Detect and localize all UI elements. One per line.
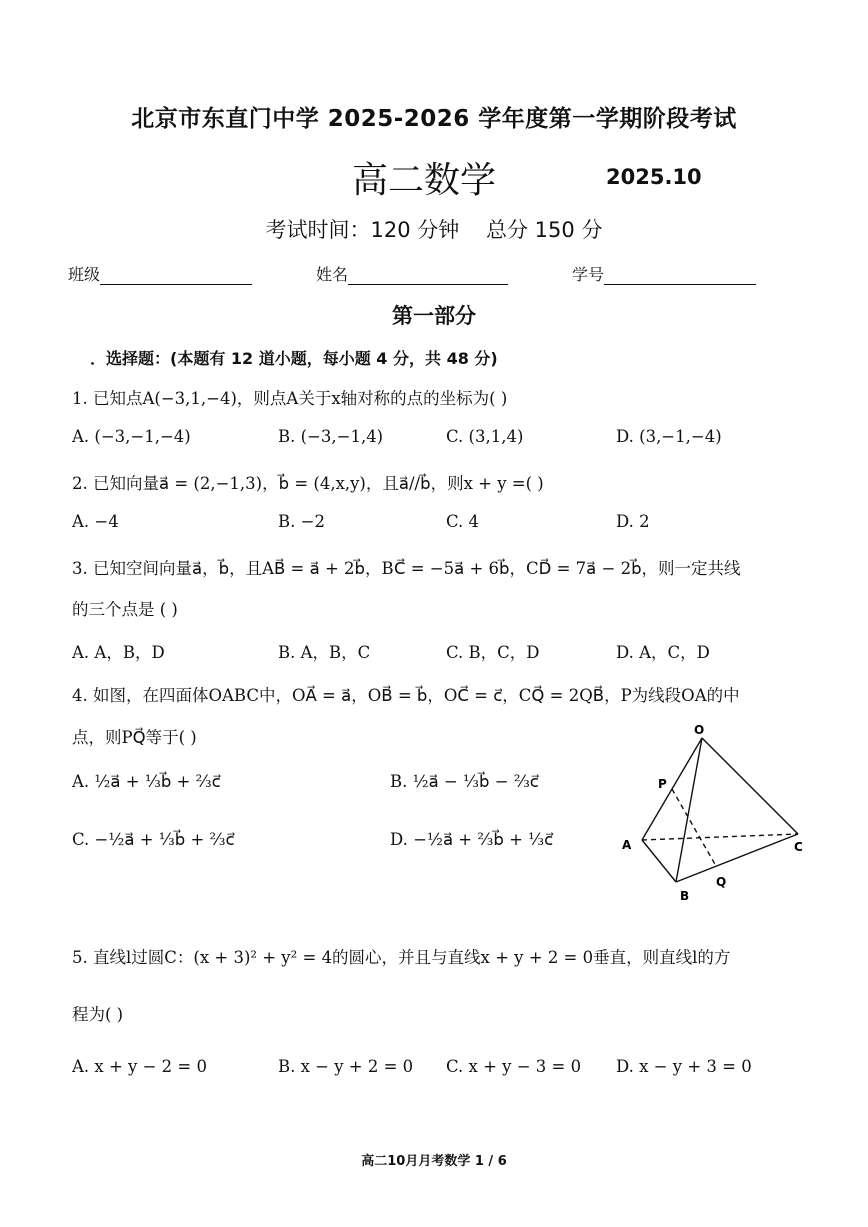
part-title: 第一部分 [392, 304, 476, 328]
subject-title: 高二数学 [352, 160, 497, 201]
vertex-label-o: O [694, 723, 705, 737]
name-blank[interactable] [348, 266, 508, 285]
student-id-label: 学号 [572, 265, 605, 284]
question-5-option-b[interactable]: B. x − y + 2 = 0 [278, 1057, 414, 1076]
class-label: 班级 [68, 265, 101, 284]
tetrahedron-figure [614, 722, 814, 907]
question-1-option-a[interactable]: A. (−3,−1,−4) [72, 427, 191, 446]
section-instruction: ．选择题：(本题有 12 道小题，每小题 4 分，共 48 分) [90, 349, 498, 368]
question-5-option-c[interactable]: C. x + y − 3 = 0 [446, 1057, 582, 1076]
question-3-option-b[interactable]: B. A，B，C [278, 643, 371, 662]
question-1-option-b[interactable]: B. (−3,−1,4) [278, 427, 384, 446]
exam-info: 考试时间：120 分钟 总分 150 分 [265, 218, 603, 242]
edge-bc [676, 834, 798, 882]
student-id-field[interactable] [572, 262, 756, 285]
question-4-option-d[interactable]: D. −½a⃗ + ⅔b⃗ + ⅓c⃗ [390, 830, 554, 849]
class-field[interactable] [68, 262, 252, 285]
edge-ac-hidden [642, 834, 798, 840]
name-field[interactable] [316, 262, 508, 285]
question-5-stem-continued: 程为( ) [72, 1005, 124, 1024]
question-3-stem-continued: 的三个点是 ( ) [72, 600, 178, 619]
question-4-stem-continued: 点，则PQ⃗等于( ) [72, 728, 197, 747]
segment-pq [672, 789, 716, 866]
student-id-blank[interactable] [604, 266, 756, 285]
question-1-stem: 1. 已知点A(−3,1,−4)，则点A关于x轴对称的点的坐标为( ) [72, 389, 508, 408]
name-label: 姓名 [316, 265, 349, 284]
question-4-option-b[interactable]: B. ½a⃗ − ⅓b⃗ − ⅔c⃗ [390, 772, 539, 791]
edge-oc [702, 738, 798, 834]
question-4-option-a[interactable]: A. ½a⃗ + ⅓b⃗ + ⅔c⃗ [72, 772, 221, 791]
exam-date: 2025.10 [606, 165, 702, 189]
page-footer: 高二10月月考数学 1 / 6 [361, 1154, 507, 1169]
vertex-label-c: C [794, 840, 803, 854]
question-2-option-b[interactable]: B. −2 [278, 512, 325, 531]
question-5-option-d[interactable]: D. x − y + 3 = 0 [616, 1057, 752, 1076]
question-2-option-d[interactable]: D. 2 [616, 512, 650, 531]
question-2-option-a[interactable]: A. −4 [72, 512, 119, 531]
question-4-option-c[interactable]: C. −½a⃗ + ⅓b⃗ + ⅔c⃗ [72, 830, 235, 849]
question-2-stem: 2. 已知向量a⃗ = (2,−1,3)，b⃗ = (4,x,y)，且a⃗//b⃗，则x + y =( ) [72, 474, 544, 493]
question-3-option-a[interactable]: A. A，B，D [72, 643, 165, 662]
vertex-label-a: A [622, 838, 632, 852]
question-3-option-d[interactable]: D. A，C，D [616, 643, 710, 662]
question-1-option-d[interactable]: D. (3,−1,−4) [616, 427, 722, 446]
vertex-label-b: B [680, 889, 690, 903]
question-1-option-c[interactable]: C. (3,1,4) [446, 427, 524, 446]
vertex-label-q: Q [716, 875, 727, 889]
question-5-option-a[interactable]: A. x + y − 2 = 0 [72, 1057, 207, 1076]
question-3-option-c[interactable]: C. B，C，D [446, 643, 540, 662]
question-5-stem: 5. 直线l过圆C：(x + 3)² + y² = 4的圆心，并且与直线x + y + 2 = 0垂直，则直线l的方 [72, 948, 731, 967]
class-blank[interactable] [100, 266, 252, 285]
question-2-option-c[interactable]: C. 4 [446, 512, 480, 531]
question-3-stem: 3. 已知空间向量a⃗，b⃗，且AB⃗ = a⃗ + 2b⃗，BC⃗ = −5a⃗ + 6b⃗，CD⃗ = 7a⃗ − 2b⃗，则一定共线 [72, 559, 741, 578]
question-4-stem: 4. 如图，在四面体OABC中，OA⃗ = a⃗，OB⃗ = b⃗，OC⃗ = c⃗，CQ⃗ = 2QB⃗，P为线段OA的中 [72, 686, 740, 705]
vertex-label-p: P [658, 777, 667, 791]
school-title: 北京市东直门中学 2025-2026 学年度第一学期阶段考试 [131, 106, 737, 132]
edge-ab [642, 840, 676, 882]
